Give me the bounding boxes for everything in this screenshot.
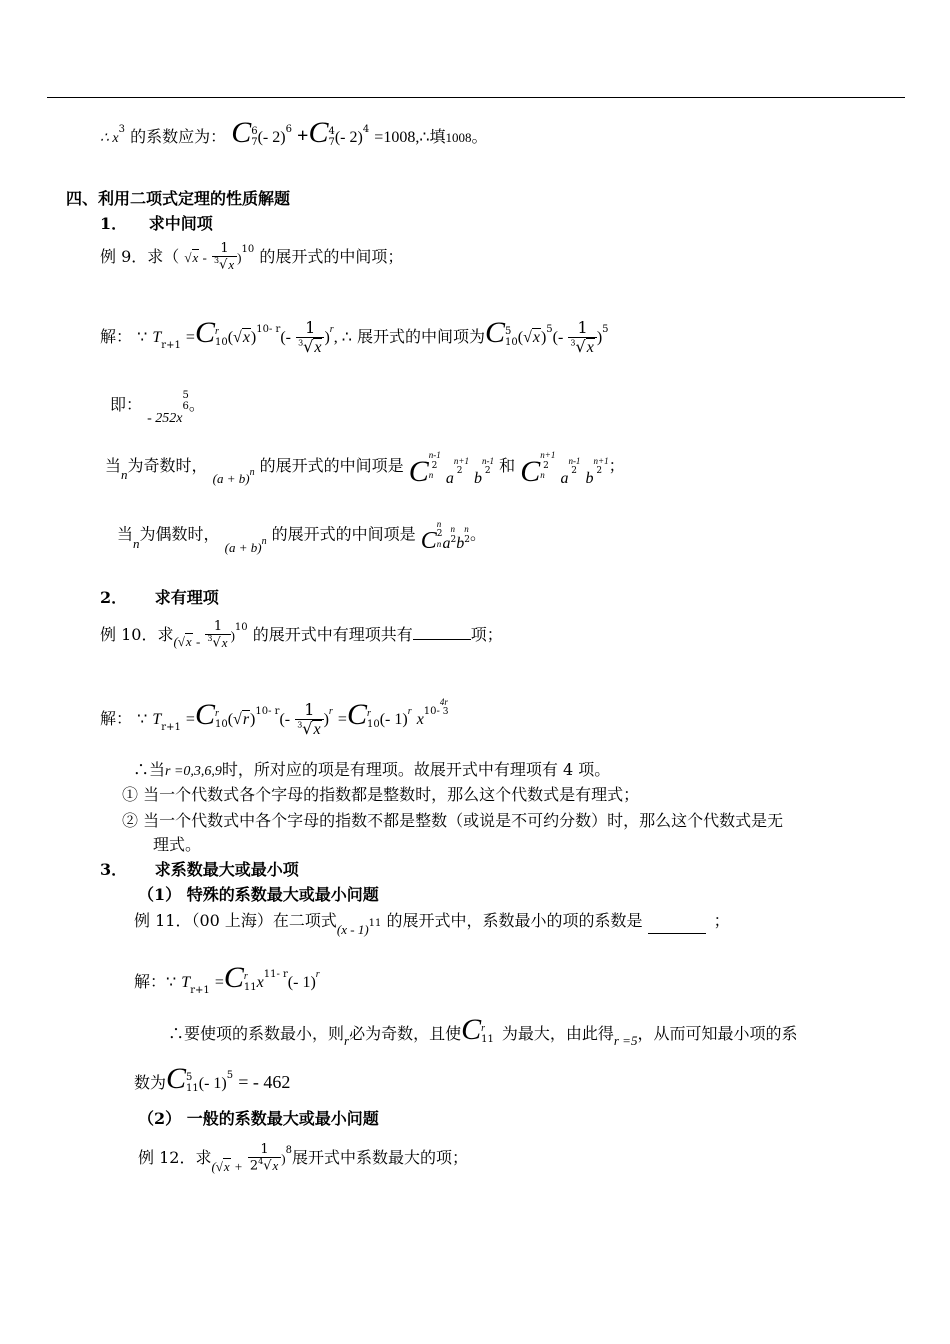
section-title: 四、利用二项式定理的性质解题 [66,189,291,208]
note-2: ② 当一个代数式中各个字母的指数不都是整数（或说是不可约分数）时，那么这个代数式是无 [122,811,784,830]
solution-label: 解： [100,327,133,346]
odd-text: 为奇数时， [127,456,208,475]
example-label: 例 11．（00 上海）在二项式 [134,911,337,930]
example-9: 例 9．求（ √x - $\frac{1}{^3√x}$ )$^{10}$ 的展开式的中间项； [100,241,404,273]
r5: r =5 [613,1033,638,1048]
example-label: 例 9．求（ [100,246,180,266]
coefficient-line: ∴ $x^3$ 的系数应为： C6 7(- 2)$^6$ +C4 7(- 2)$^4$ =1008,∴填1008。 [100,116,488,149]
solution-11: 解：∵ $T_{r+1} =Cr$ $11x^{11- r}(-$ 1)$^r$ [134,961,320,996]
binomial: (a + b) [224,539,262,555]
item-number: 1． [100,214,128,233]
example-11: 例 11．（00 上海）在二项式$_{(x - 1)}$11 的展开式中，系数最小的项的系数是 ； [134,911,730,937]
example-10: 例 10．求$_{(√x -}$ $\frac{1}{^3√x}$ )$^{10}$ 的展开式中有理项共有 项； [100,619,503,651]
example-end: 项； [470,624,503,644]
answer-blank-11[interactable] [648,919,706,934]
example-label: 例 10．求 [100,624,174,644]
period: 。 [469,524,486,544]
period: 。 [188,395,205,414]
dang: 当 [117,524,134,544]
even-case: 当$_n$为偶数时， $_{(a + b)n}$ 的展开式的中间项是 Cn 2 nan 2bn 2。 [117,519,486,555]
solution-text: 展开式的中间项为 [356,327,485,346]
header-rule [47,97,905,98]
item-number: 2． [100,588,128,607]
note-1: ① 当一个代数式各个字母的指数都是整数时，那么这个代数式是有理式； [122,785,640,804]
and: 和 [499,456,516,475]
equation-tail: =1008,∴填 [374,129,446,146]
example-text: 展开式中系数最大的项； [292,1147,469,1167]
text4: ，从而可知最小项的系 [637,1024,798,1043]
subsection-1: （1） 特殊的系数最大或最小问题 [138,885,379,904]
solution-11-result: 数为C5 11(- 1)$^5$ = - 462 [134,1062,291,1095]
rational-result [133,757,610,780]
rational-text: 时，所对应的项是有理项。故展开式中有理项有 4 项。 [221,760,611,779]
exponent: 3 [118,124,125,135]
result-line: 即： - 252x5 6。 [110,390,205,426]
example-text: 的展开式的中间项； [259,246,404,266]
label-text: 的系数应为： [130,127,227,146]
answer-blank[interactable] [413,625,471,640]
therefore: ∴当 [133,760,166,779]
text1: ∴要使项的系数最小，则 [168,1024,345,1043]
solution-label: 解： [100,709,133,728]
text2: 必为奇数，且使 [349,1024,462,1043]
subsection-2: （2） 一般的系数最大或最小问题 [138,1109,379,1128]
semicolon: ； [608,456,625,475]
dang: 当 [105,456,122,475]
middle-text: 的展开式的中间项是 [271,524,416,544]
solution-11-text: ∴要使项的系数最小，则$_r$必为奇数，且使Cr 11 为最大，由此得$_{r =5}$，从而可知最小项的系 [168,1013,798,1048]
binomial: (a + b) [212,471,250,486]
example-text: 的展开式中有理项共有 [252,624,413,644]
item-title: 求有理项 [154,588,219,607]
item1-heading [100,211,213,234]
fill-value: 1008 [445,130,472,145]
result-value: - 252x [147,411,183,426]
item-title: 求系数最大或最小项 [154,860,299,879]
item-title: 求中间项 [148,214,213,233]
even-text: 为偶数时， [139,524,220,544]
item3-heading [100,857,299,880]
ji-label: 即： [110,395,143,414]
text3: 为最大，由此得 [501,1024,614,1043]
middle-text: 的展开式的中间项是 [259,456,404,475]
item2-heading [100,585,219,608]
solution-label: 解： [134,972,167,991]
example-12: 例 12．求$_{(√x +}$ $\frac{1}{2^4√x}$ )$^8$展开式中系数最大的项； [138,1142,469,1174]
result-value: = - 462 [238,1072,291,1092]
note-2-cont: 理式。 [153,835,202,854]
shuwei: 数为 [134,1073,167,1092]
example-text: 的展开式中，系数最小的项的系数是 [386,911,643,930]
solution-9: 解： ∵ $T_{r+1} =Cr$ $10(√x)^{10- r}(-$ $\frac{1}{^3√x}$ )$^r$, ∴ 展开式的中间项为C5 $10(√x)^5(-$ $\frac{1}{^3√x}$ )$^5$ [100,316,609,356]
odd-case: 当$_n$为奇数时， $_{(a + b)n}$ 的展开式的中间项是 Cn-1 2 n an+1 2 bn-1 2 和 Cn+1 2 n an-1 2 bn+1 2 ； [105,450,625,488]
item-number: 3． [100,860,128,879]
solution-10: 解： ∵ $T_{r+1} =Cr$ $10(√r)^{10- r}(-$ $\frac{1}{^3√x}$ )$^r$ =Cr 10(- 1)$^r$ $x^{10-}4r$ 3 [100,696,449,738]
therefore-x: ∴ x [100,131,119,146]
r-values: r =0,3,6,9 [165,764,222,779]
example-label: 例 12．求 [138,1147,212,1167]
period: 。 [471,127,488,146]
